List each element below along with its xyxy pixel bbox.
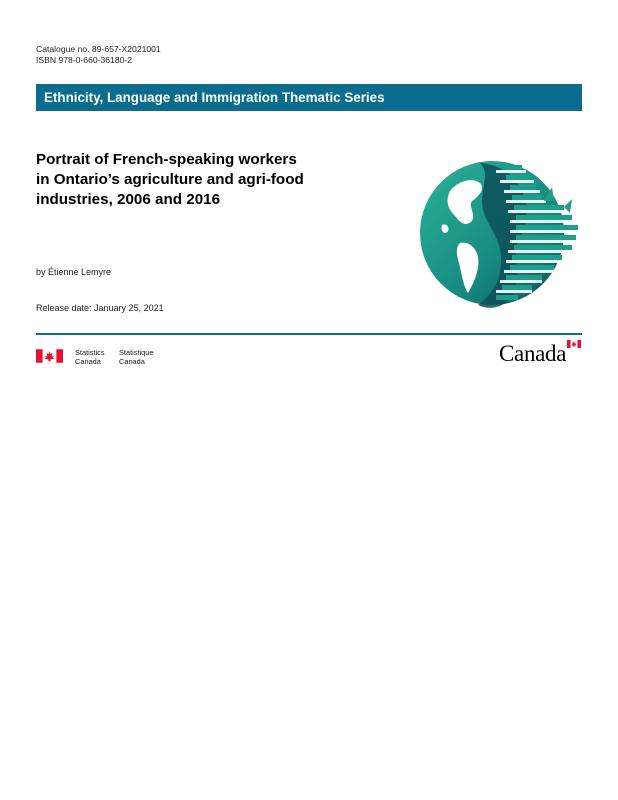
canada-wordmark-text: Canada — [499, 341, 567, 366]
divider — [36, 333, 582, 335]
signature-fr-line-1: Statistique — [119, 348, 154, 357]
signature-english — [75, 349, 105, 366]
wordmark-flag-icon — [567, 340, 581, 348]
report-title — [36, 150, 366, 210]
catalogue-info — [36, 44, 161, 66]
isbn: ISBN 978-0-660-36180-2 — [36, 55, 133, 65]
signature-fr-line-2: Canada — [119, 356, 145, 366]
release-date: Release date: January 25, 2021 — [36, 303, 164, 313]
globe-maple-leaf-icon — [420, 151, 582, 316]
report-title-line-2: in Ontario’s agriculture and agri-food — [36, 171, 304, 188]
signature-french — [119, 349, 154, 366]
catalogue-number: Catalogue no. 89-657-X2021001 — [36, 44, 161, 54]
report-title-line-1: Portrait of French-speaking workers — [36, 151, 297, 168]
series-banner: Ethnicity, Language and Immigration Thematic Series — [36, 84, 582, 111]
canada-flag-icon — [36, 349, 63, 363]
signature-en-line-2: Canada — [75, 356, 101, 366]
canada-wordmark — [499, 339, 583, 367]
signature-en-line-1: Statistics — [75, 348, 105, 357]
report-title-line-3: industries, 2006 and 2016 — [36, 191, 221, 208]
author: by Étienne Lemyre — [36, 267, 112, 277]
